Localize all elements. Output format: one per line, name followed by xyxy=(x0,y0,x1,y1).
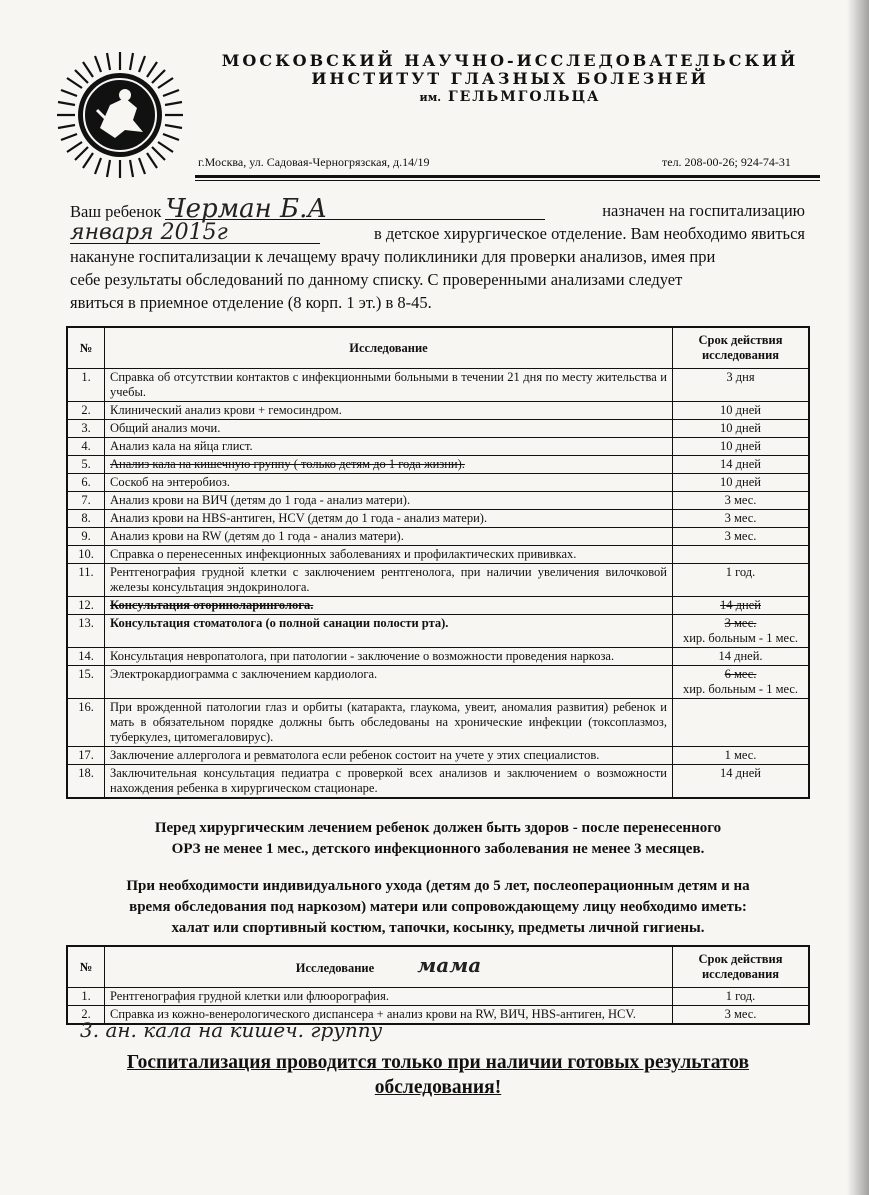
row-term-value: 14 дней xyxy=(720,598,761,612)
row-test: Анализ крови на HBS-антиген, HCV (детям до 1 года - анализ матери). xyxy=(105,510,673,528)
row-term xyxy=(673,420,810,438)
table-row xyxy=(67,369,809,402)
row-test: Клинический анализ крови + гемосиндром. xyxy=(105,402,673,420)
row-term xyxy=(673,438,810,456)
row-test: Справка об отсутствии контактов с инфекционными больными в течении 21 дня по месту жительства и учебы. xyxy=(105,369,673,402)
row-test: Анализ крови на ВИЧ (детям до 1 года - анализ матери). xyxy=(105,492,673,510)
intro-line-4: себе результаты обследований по данному списку. С проверенными анализами следует xyxy=(70,270,683,289)
row-term-value: 14 дней xyxy=(720,457,761,471)
col2-term-header: Срок действия исследования xyxy=(673,946,810,988)
row-test: При врожденной патологии глаз и орбиты (катаракта, глаукома, увеит, аномалия развития) ребенок и мать в обязательном порядке должны быть обследованы на хронические инфекции (токсоплазмоз, туберкулез, цитомегаловирус). xyxy=(105,699,673,747)
row-term-value: 14 дней. xyxy=(718,649,763,663)
row-term-value: 10 дней xyxy=(720,439,761,453)
row-term-value: 3 мес. xyxy=(724,511,757,525)
row-number: 13. xyxy=(67,615,105,648)
row-number: 9. xyxy=(67,528,105,546)
care-note-line1: При необходимости индивидуального ухода (детям до 5 лет, послеоперационным детям и на xyxy=(126,878,750,894)
row-number: 12. xyxy=(67,597,105,615)
row-term xyxy=(673,988,810,1006)
care-note-line3: халат или спортивный костюм, тапочки, косынку, предметы личной гигиены. xyxy=(171,920,705,936)
row-number: 1. xyxy=(67,369,105,402)
institute-title-line2: ИНСТИТУТ ГЛАЗНЫХ БОЛЕЗНЕЙ xyxy=(311,69,709,88)
handwritten-mama: мама xyxy=(417,953,482,977)
row-term-value: 3 мес. xyxy=(724,529,757,543)
row-term xyxy=(673,615,810,648)
row-number: 1. xyxy=(67,988,105,1006)
warning-line2: обследования! xyxy=(374,1077,502,1098)
row-term xyxy=(673,510,810,528)
row-test: Справка из кожно-венерологического диспансера + анализ крови на RW, ВИЧ, HBS-антиген, HCV. xyxy=(105,1006,673,1025)
row-test: Рентгенография грудной клетки или флюорография. xyxy=(105,988,673,1006)
tests-table-header xyxy=(67,327,809,369)
row-number: 3. xyxy=(67,420,105,438)
row-term xyxy=(673,528,810,546)
table-row xyxy=(67,648,809,666)
row-term-value: 3 мес. xyxy=(724,493,757,507)
row-number: 7. xyxy=(67,492,105,510)
institute-name: ГЕЛЬМГОЛЬЦА xyxy=(447,89,601,105)
health-note-line2: ОРЗ не менее 1 мес., детского инфекционного заболевания не менее 3 месяцев. xyxy=(171,841,705,857)
table-row xyxy=(67,699,809,747)
row-number: 18. xyxy=(67,765,105,799)
row-term xyxy=(673,597,810,615)
row-term-value: 10 дней xyxy=(720,421,761,435)
header-divider-thin xyxy=(195,180,820,181)
row-term xyxy=(673,546,810,564)
tests-table-body xyxy=(67,369,809,799)
row-test: Консультация оториноларинголога. xyxy=(105,597,673,615)
table-row xyxy=(67,615,809,648)
row-term-value: 14 дней xyxy=(720,766,761,780)
intro-paragraph xyxy=(70,194,805,314)
row-test: Анализ кала на кишечную группу ( только детям до 1 года жизни). xyxy=(105,456,673,474)
table-row xyxy=(67,510,809,528)
row-term xyxy=(673,666,810,699)
row-test: Заключительная консультация педиатра с проверкой всех анализов и заключением о возможности нахождения ребенка в хирургическом стационаре. xyxy=(105,765,673,799)
care-note-line2: время обследования под наркозом) матери или сопровождающему лицу необходимо иметь: xyxy=(129,899,747,915)
row-number: 4. xyxy=(67,438,105,456)
row-number: 14. xyxy=(67,648,105,666)
row-term xyxy=(673,765,810,799)
row-term xyxy=(673,456,810,474)
health-note-line1: Перед хирургическим лечением ребенок должен быть здоров - после перенесенного xyxy=(154,820,722,836)
intro-line-5: явиться в приемное отделение (8 корп. 1 эт.) в 8-45. xyxy=(70,293,432,312)
assigned-text: назначен на госпитализацию xyxy=(602,201,805,220)
table-row xyxy=(67,765,809,799)
row-term-value: 1 год. xyxy=(725,989,756,1003)
col-number-header: № xyxy=(67,327,105,369)
row-number: 15. xyxy=(67,666,105,699)
row-number: 17. xyxy=(67,747,105,765)
tests-table xyxy=(66,326,810,799)
row-term xyxy=(673,1006,810,1025)
row-term-value: 1 мес. xyxy=(724,748,757,762)
row-term xyxy=(673,648,810,666)
row-term xyxy=(673,747,810,765)
row-term xyxy=(673,369,810,402)
table-row xyxy=(67,420,809,438)
table-row xyxy=(67,666,809,699)
row-number: 11. xyxy=(67,564,105,597)
row-number: 6. xyxy=(67,474,105,492)
table-row xyxy=(67,402,809,420)
col2-number-header: № xyxy=(67,946,105,988)
row-term-value: 3 мес. xyxy=(724,616,757,630)
table-row xyxy=(67,528,809,546)
institute-name-prefix: им. xyxy=(419,91,442,104)
phone: тел. 208-00-26; 924-74-31 xyxy=(662,155,791,169)
row-test: Консультация стоматолога (о полной санации полости рта). xyxy=(105,615,673,648)
handwritten-row-3: 3. ан. кала на кишеч. группу xyxy=(80,1018,383,1042)
col-term-header: Срок действия исследования xyxy=(673,327,810,369)
row-number: 5. xyxy=(67,456,105,474)
table-row xyxy=(67,474,809,492)
intro-line-1 xyxy=(70,194,805,224)
hospitalization-warning xyxy=(66,1050,810,1100)
row-test: Анализ крови на RW (детям до 1 года - анализ матери). xyxy=(105,528,673,546)
col2-test-header xyxy=(105,946,673,988)
row-test: Справка о перенесенных инфекционных заболеваниях и профилактических прививках. xyxy=(105,546,673,564)
row-term-surgical: хир. больным - 1 мес. xyxy=(682,631,799,645)
row-term xyxy=(673,699,810,747)
row-test: Электрокардиограмма с заключением кардиолога. xyxy=(105,666,673,699)
child-name-handwritten: Черман Б.А xyxy=(165,199,545,220)
institute-title-line1: МОСКОВСКИЙ НАУЧНО-ИССЛЕДОВАТЕЛЬСКИЙ xyxy=(221,51,799,70)
row-test: Анализ кала на яйца глист. xyxy=(105,438,673,456)
row-term-value: 1 год. xyxy=(725,565,756,579)
row-number: 10. xyxy=(67,546,105,564)
table-row xyxy=(67,988,809,1006)
row-number: 2. xyxy=(67,402,105,420)
row-term-value: 10 дней xyxy=(720,475,761,489)
table-row xyxy=(67,597,809,615)
row-term-value: 6 мес. xyxy=(724,667,757,681)
row-test: Соскоб на энтеробиоз. xyxy=(105,474,673,492)
institute-title-line3 xyxy=(180,88,840,107)
row-number: 16. xyxy=(67,699,105,747)
col-test-header: Исследование xyxy=(105,327,673,369)
warning-line1: Госпитализация проводится только при наличии готовых результатов xyxy=(126,1052,750,1073)
col2-test-header-text: Исследование xyxy=(295,961,375,975)
row-test: Рентгенография грудной клетки с заключением рентгенолога, при наличии увеличения вилочковой железы консультация эндокринолога. xyxy=(105,564,673,597)
row-term-value: 3 дня xyxy=(726,370,755,384)
caregiver-tests-table xyxy=(66,945,810,1025)
dept-text: в детское хирургическое отделение. Вам необходимо явиться xyxy=(374,224,805,243)
institute-emblem-icon xyxy=(55,50,185,180)
row-term xyxy=(673,474,810,492)
table-row xyxy=(67,747,809,765)
table-row xyxy=(67,564,809,597)
care-note xyxy=(66,876,810,939)
row-term-value: 10 дней xyxy=(720,403,761,417)
child-label: Ваш ребенок xyxy=(70,202,162,221)
date-handwritten: января 2015г xyxy=(70,223,320,244)
intro-line-3: накануне госпитализации к лечащему врачу поликлиники для проверки анализов, имея при xyxy=(70,247,716,266)
header-divider xyxy=(195,175,820,178)
table-row xyxy=(67,438,809,456)
row-term xyxy=(673,492,810,510)
row-test: Заключение аллерголога и ревматолога если ребенок состоит на учете у этих специалистов. xyxy=(105,747,673,765)
caregiver-table-header xyxy=(67,946,809,988)
row-term xyxy=(673,402,810,420)
intro-line-2 xyxy=(70,222,805,245)
address: г.Москва, ул. Садовая-Черногрязская, д.14/19 xyxy=(198,155,430,169)
row-term-value: 3 мес. xyxy=(724,1007,757,1021)
table-row xyxy=(67,456,809,474)
scan-edge-shadow xyxy=(847,0,869,1195)
row-test: Консультация невропатолога, при патологии - заключение о возможности проведения наркоза. xyxy=(105,648,673,666)
row-number: 8. xyxy=(67,510,105,528)
row-term xyxy=(673,564,810,597)
table-row xyxy=(67,492,809,510)
row-number: 2. xyxy=(67,1006,105,1025)
table-row xyxy=(67,546,809,564)
row-term-surgical: хир. больным - 1 мес. xyxy=(682,682,799,696)
institute-title xyxy=(180,52,840,107)
row-test: Общий анализ мочи. xyxy=(105,420,673,438)
health-note xyxy=(66,818,810,860)
